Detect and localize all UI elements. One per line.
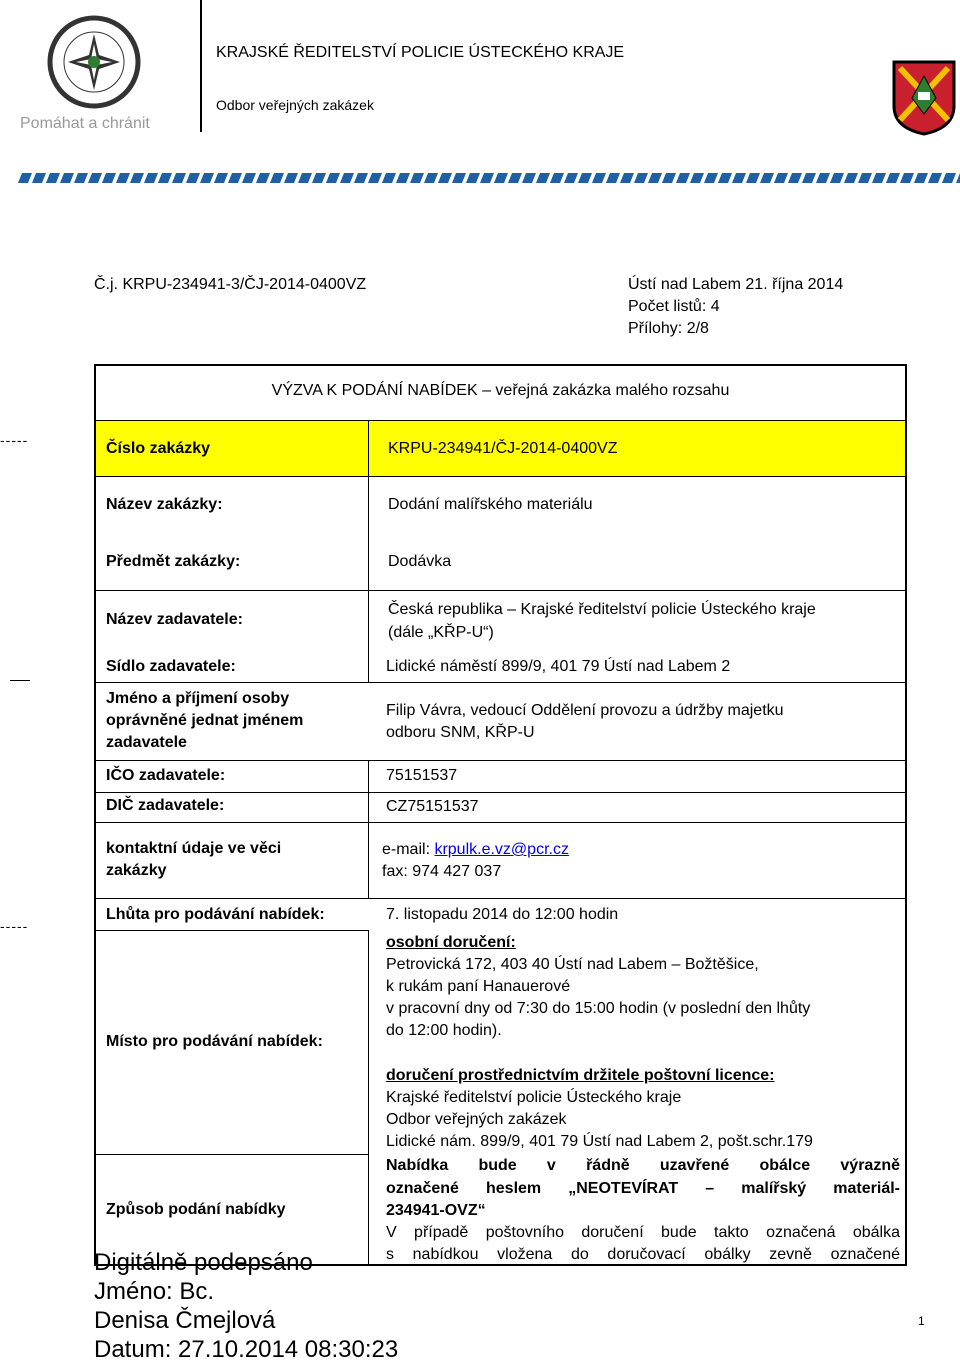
postovni-line-1: Krajské ředitelství policie Ústeckého kraje bbox=[386, 1089, 682, 1106]
email-prefix: e-mail: bbox=[382, 841, 435, 858]
margin-mark: ----- bbox=[0, 432, 29, 448]
zpusob-line-2: označené heslem „NEOTEVÍRAT – malířský materiál- bbox=[386, 1180, 900, 1197]
header-stripe bbox=[18, 170, 960, 180]
value-email bbox=[382, 839, 569, 861]
page-number: 1 bbox=[918, 1314, 925, 1328]
value-osoba-1: Filip Vávra, vedoucí Oddělení provozu a údržby majetku bbox=[386, 702, 784, 719]
value-zadavatel-2: (dále „KŘP-U“) bbox=[388, 624, 494, 641]
margin-mark: ----- bbox=[0, 918, 29, 934]
zpusob-line-5: s nabídkou vložena do doručovací obálky zevně označené bbox=[386, 1246, 900, 1263]
value-predmet: Dodávka bbox=[388, 553, 452, 570]
label-lhuta: Lhůta pro podávání nabídek: bbox=[106, 906, 325, 923]
value-fax: fax: 974 427 037 bbox=[382, 863, 502, 880]
regional-crest-icon bbox=[890, 58, 958, 136]
label-osoba-3: zadavatele bbox=[106, 734, 187, 751]
police-star-logo-icon bbox=[14, 10, 176, 134]
signature-line-3: Denisa Čmejlová bbox=[94, 1307, 276, 1334]
zpusob-line-1: Nabídka bude v řádně uzavřené obálce výrazně bbox=[386, 1157, 900, 1174]
value-dic: CZ75151537 bbox=[386, 798, 479, 815]
label-osoba-2: oprávněné jednat jménem bbox=[106, 712, 304, 729]
label-cislo: Číslo zakázky bbox=[106, 440, 211, 457]
label-nazev: Název zakázky: bbox=[106, 496, 223, 513]
label-kontakt-1: kontaktní údaje ve věci bbox=[106, 840, 282, 857]
osobni-line-4: do 12:00 hodin). bbox=[386, 1022, 502, 1039]
sheet-count: Počet listů: 4 bbox=[628, 298, 720, 315]
value-ico: 75151537 bbox=[386, 767, 458, 784]
label-zadavatel: Název zadavatele: bbox=[106, 611, 243, 628]
label-predmet: Předmět zakázky: bbox=[106, 553, 241, 570]
signature-line-2: Jméno: Bc. bbox=[94, 1278, 215, 1305]
osobni-line-2: k rukám paní Hanauerové bbox=[386, 978, 571, 995]
organization-name: KRAJSKÉ ŘEDITELSTVÍ POLICIE ÚSTECKÉHO KRAJE bbox=[216, 44, 625, 61]
margin-line bbox=[10, 680, 30, 681]
email-link[interactable]: krpulk.e.vz@pcr.cz bbox=[434, 841, 569, 858]
signature-line-1: Digitálně podepsáno bbox=[94, 1249, 313, 1276]
tender-table bbox=[94, 364, 907, 1266]
zpusob-line-3: 234941-OVZ“ bbox=[386, 1202, 486, 1219]
reference-number: Č.j. KRPU-234941-3/ČJ-2014-0400VZ bbox=[94, 276, 367, 293]
header-separator bbox=[200, 0, 202, 132]
place-date: Ústí nad Labem 21. října 2014 bbox=[628, 276, 844, 293]
label-misto: Místo pro podávání nabídek: bbox=[106, 1033, 323, 1050]
osobni-line-1: Petrovická 172, 403 40 Ústí nad Labem – Božtěšice, bbox=[386, 956, 759, 973]
department-name: Odbor veřejných zakázek bbox=[216, 97, 374, 113]
label-sidlo: Sídlo zadavatele: bbox=[106, 658, 236, 675]
table-title: VÝZVA K PODÁNÍ NABÍDEK – veřejná zakázka malého rozsahu bbox=[271, 382, 730, 399]
postovni-line-2: Odbor veřejných zakázek bbox=[386, 1111, 567, 1128]
label-dic: DIČ zadavatele: bbox=[106, 797, 225, 814]
attachments-count: Přílohy: 2/8 bbox=[628, 320, 709, 337]
value-zadavatel-1: Česká republika – Krajské ředitelství policie Ústeckého kraje bbox=[388, 601, 816, 618]
value-lhuta: 7. listopadu 2014 do 12:00 hodin bbox=[386, 906, 619, 923]
value-sidlo: Lidické náměstí 899/9, 401 79 Ústí nad Labem 2 bbox=[386, 658, 731, 675]
value-nazev: Dodání malířského materiálu bbox=[388, 496, 593, 513]
police-logo bbox=[14, 10, 176, 134]
label-ico: IČO zadavatele: bbox=[106, 767, 226, 784]
value-cislo: KRPU-234941/ČJ-2014-0400VZ bbox=[388, 440, 618, 457]
osobni-heading: osobní doručení: bbox=[386, 934, 516, 951]
signature-line-4: Datum: 27.10.2014 08:30:23 bbox=[94, 1336, 399, 1363]
zpusob-line-4: V případě poštovního doručení bude takto označená obálka bbox=[386, 1224, 900, 1241]
regional-crest bbox=[890, 58, 958, 136]
label-kontakt-2: zakázky bbox=[106, 862, 167, 879]
osobni-line-3: v pracovní dny od 7:30 do 15:00 hodin (v poslední den lhůty bbox=[386, 1000, 811, 1017]
value-osoba-2: odboru SNM, KŘP-U bbox=[386, 724, 535, 741]
label-osoba-1: Jméno a příjmení osoby bbox=[106, 690, 290, 707]
label-zpusob: Způsob podání nabídky bbox=[106, 1201, 286, 1218]
digital-signature bbox=[94, 1248, 398, 1364]
postovni-line-3: Lidické nám. 899/9, 401 79 Ústí nad Labem 2, pošt.schr.179 bbox=[386, 1133, 813, 1150]
postovni-heading: doručení prostřednictvím držitele poštovní licence: bbox=[386, 1067, 775, 1084]
logo-tagline: Pomáhat a chránit bbox=[20, 115, 150, 132]
